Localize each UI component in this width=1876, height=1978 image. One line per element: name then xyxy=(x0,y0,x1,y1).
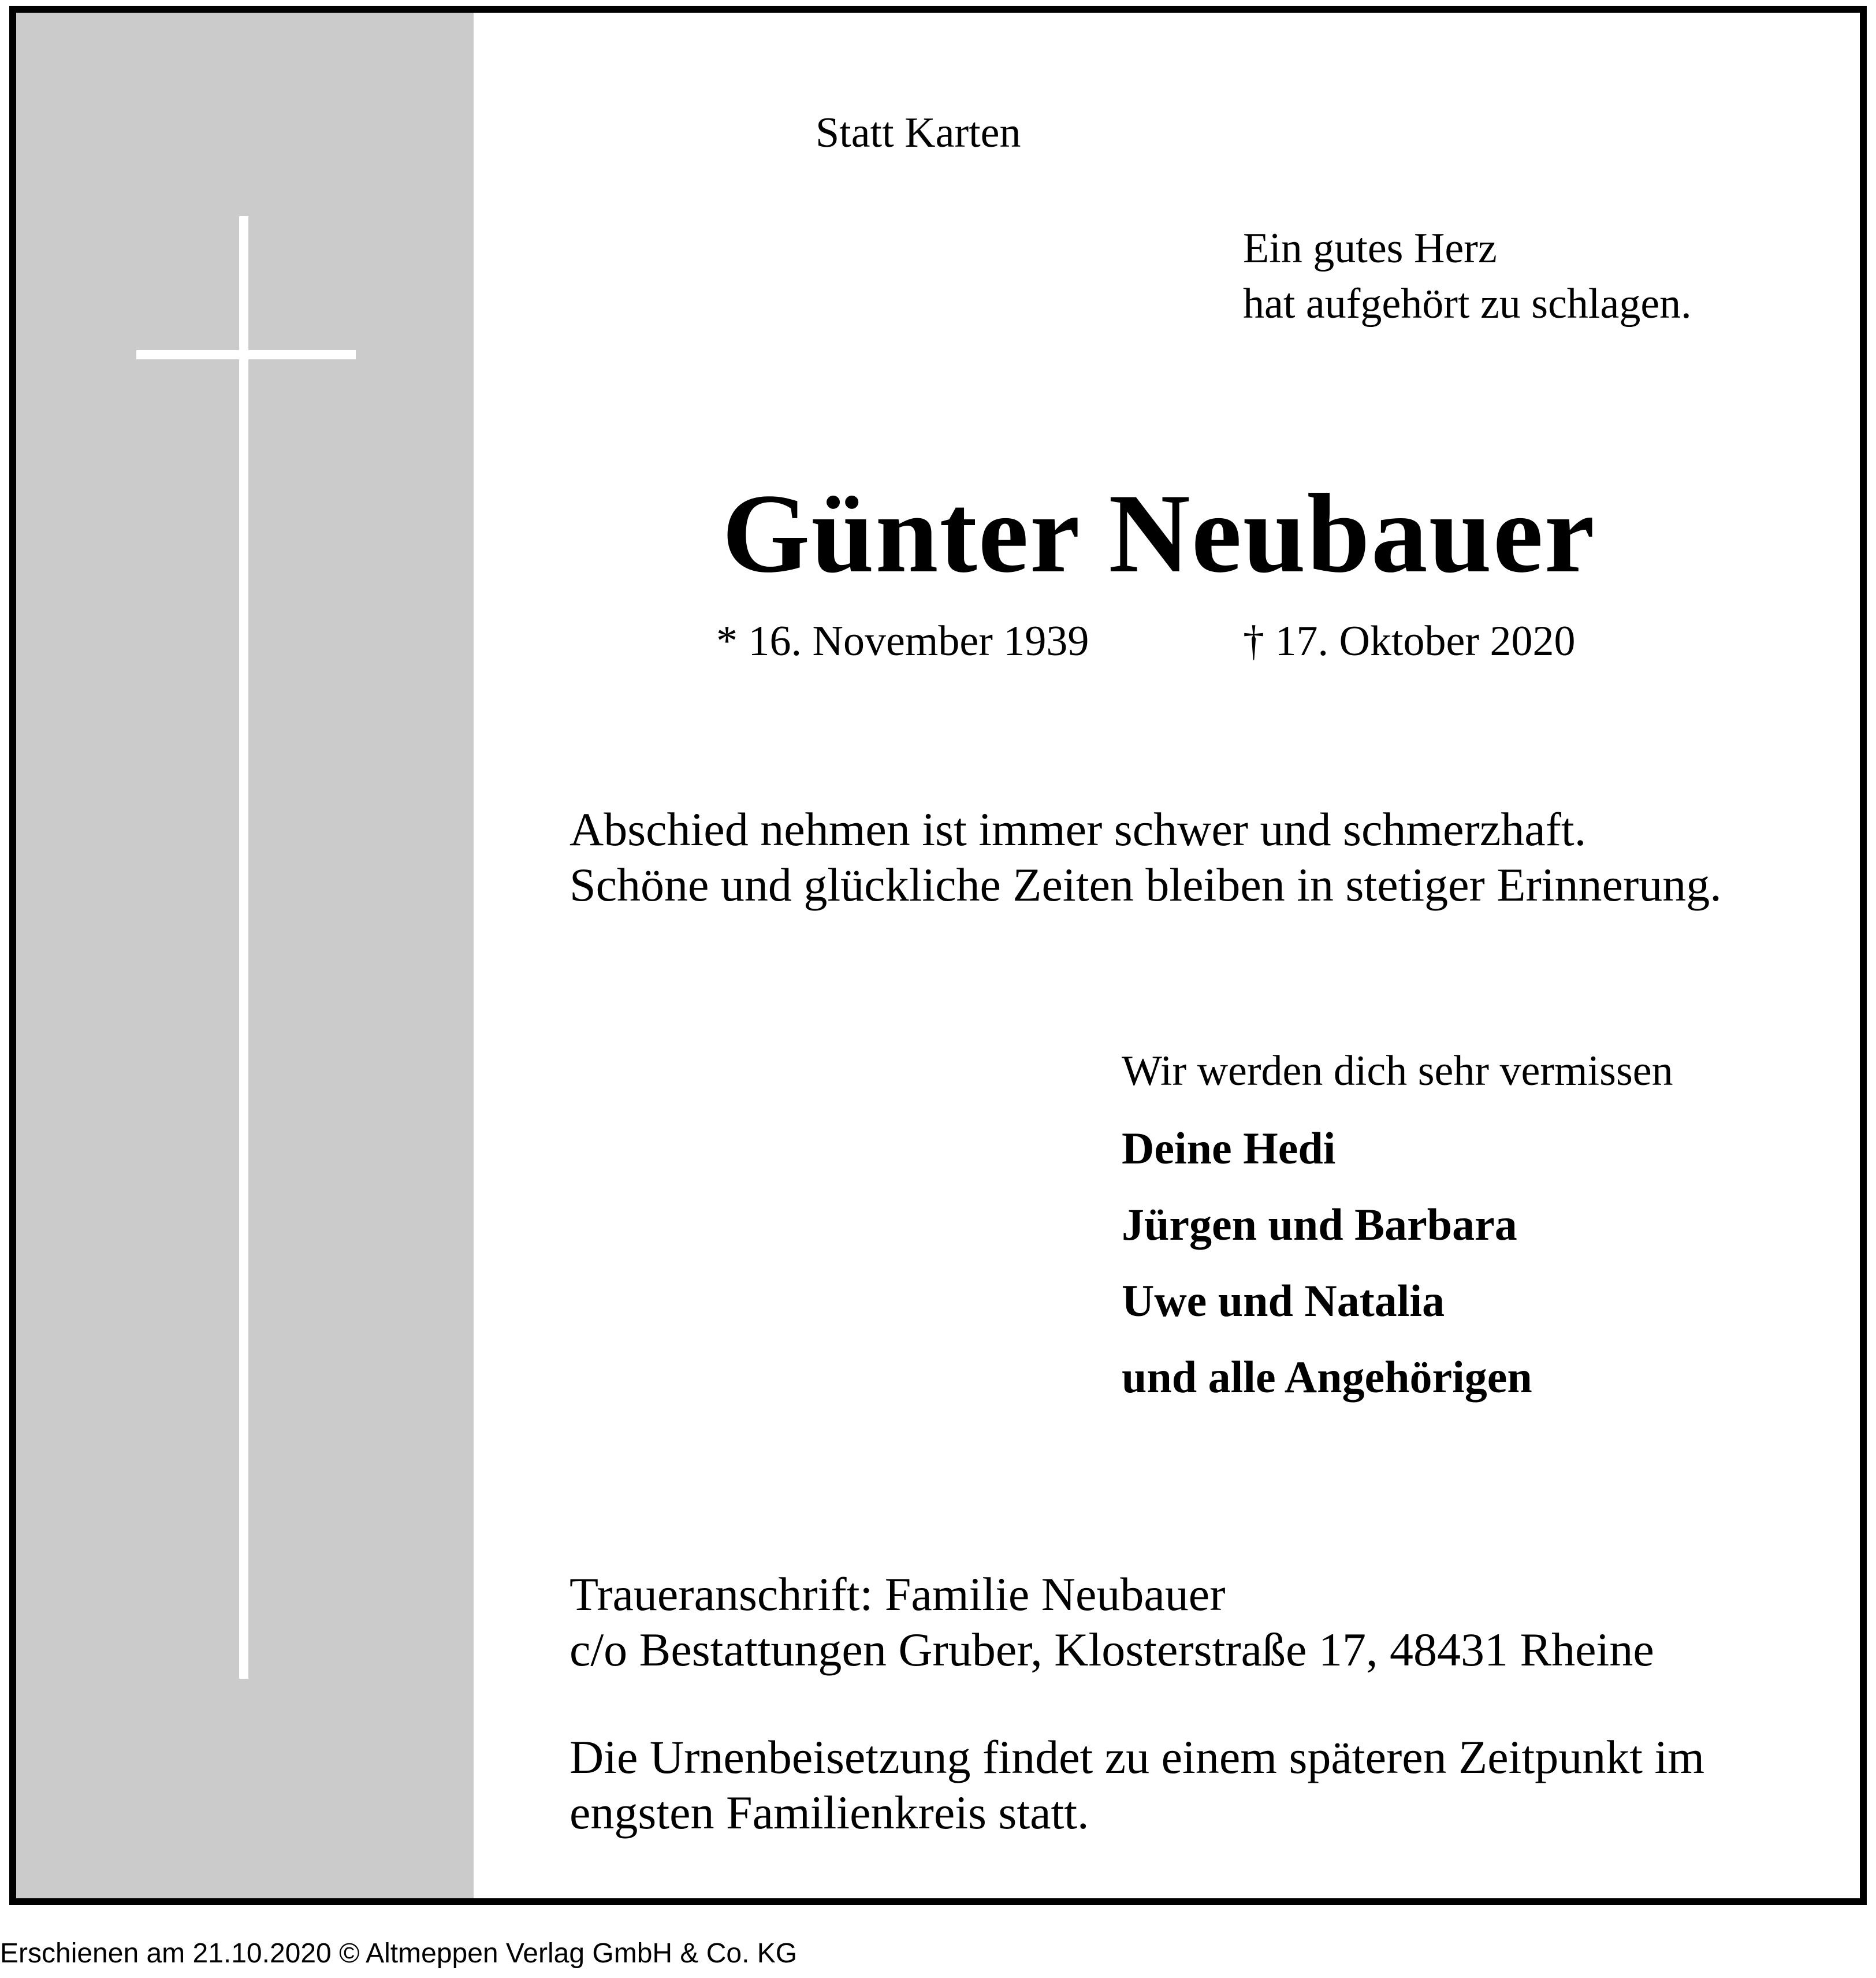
mourner-2: Jürgen und Barbara xyxy=(1122,1199,1517,1250)
mourner-3: Uwe und Natalia xyxy=(1122,1276,1445,1326)
quote-line-1: Ein gutes Herz xyxy=(1243,225,1497,272)
cross-icon-crossbar xyxy=(136,350,356,359)
address-line-1: Traueranschrift: Familie Neubauer xyxy=(570,1568,1226,1620)
burial-note-line-1: Die Urnenbeisetzung findet zu einem späteren Zeitpunkt im xyxy=(570,1731,1705,1783)
farewell-line-1: Abschied nehmen ist immer schwer und schmerzhaft. xyxy=(570,803,1587,856)
farewell-line-2: Schöne und glückliche Zeiten bleiben in stetiger Erinnerung. xyxy=(570,858,1722,911)
death-date: † 17. Oktober 2020 xyxy=(1243,618,1576,665)
mourner-4: und alle Angehörigen xyxy=(1122,1352,1532,1402)
obituary-notice xyxy=(9,6,1867,1905)
publication-footer: Erschienen am 21.10.2020 © Altmeppen Verlag GmbH & Co. KG xyxy=(0,1938,798,1969)
miss-line: Wir werden dich sehr vermissen xyxy=(1122,1047,1673,1095)
birth-date: * 16. November 1939 xyxy=(716,618,1089,665)
address-line-2: c/o Bestattungen Gruber, Klosterstraße 17, 48431 Rheine xyxy=(570,1623,1654,1676)
mourner-1: Deine Hedi xyxy=(1122,1123,1336,1173)
deceased-name: Günter Neubauer xyxy=(722,471,1596,596)
header-statt-karten: Statt Karten xyxy=(816,109,1021,157)
cross-icon xyxy=(239,216,248,1679)
decorative-side-panel xyxy=(16,13,474,1898)
burial-note-line-2: engsten Familienkreis statt. xyxy=(570,1786,1089,1839)
quote-line-2: hat aufgehört zu schlagen. xyxy=(1243,280,1692,328)
